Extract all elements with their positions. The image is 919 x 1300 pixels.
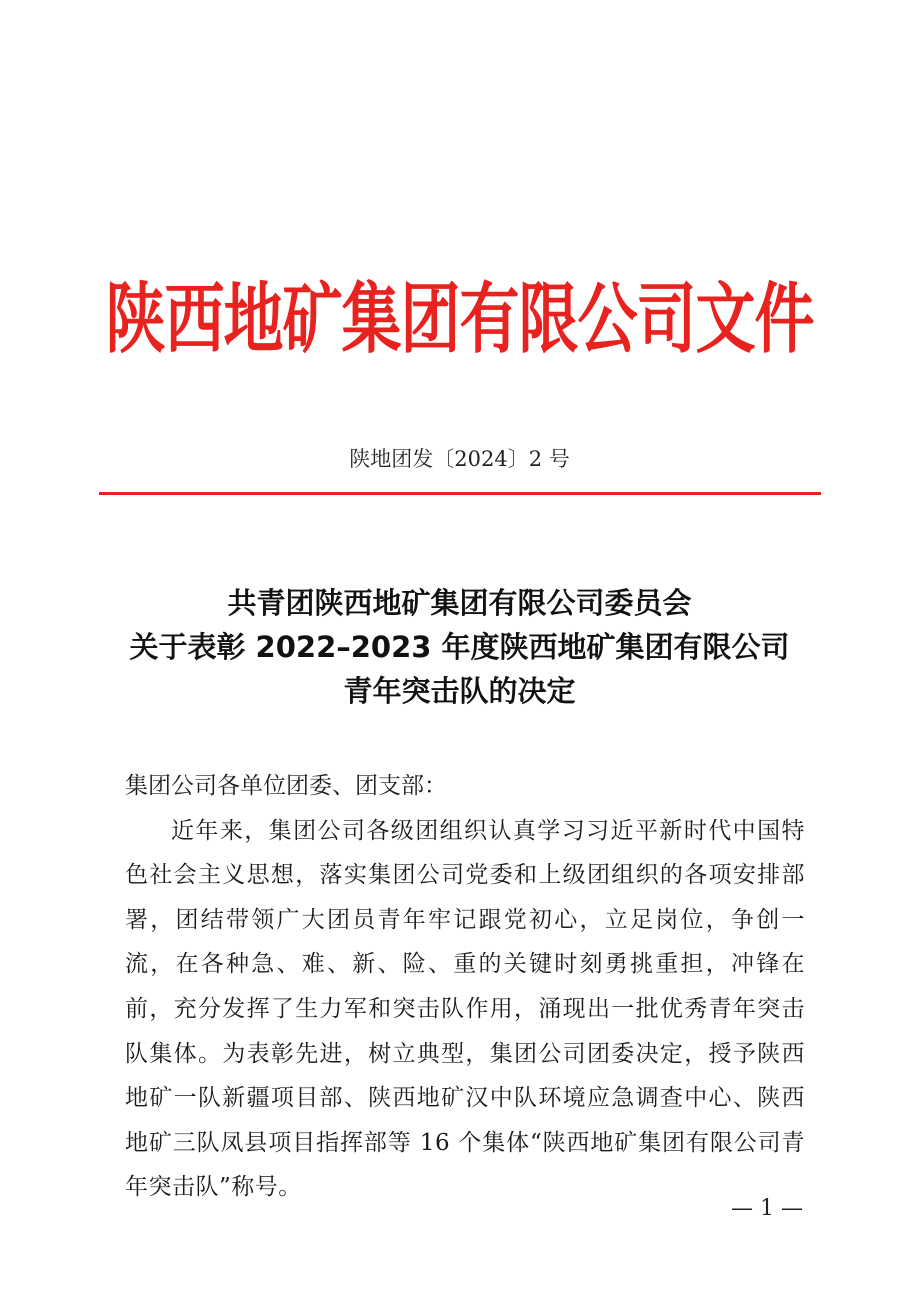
title-line-1: 共青团陕西地矿集团有限公司委员会: [227, 586, 692, 620]
body-paragraph: 近年来，集团公司各级团组织认真学习习近平新时代中国特色社会主义思想，落实集团公司党委和上级团组织的各项安排部署，团结带领广大团员青年牢记跟党初心，立足岗位，争创一流，在各种急、难、新、险、重的关键时刻勇挑重担，冲锋在前，充分发挥了生力军和突击队作用，涌现出一批优秀青年突击队集体。为表彰先进，树立典型，集团公司团委决定，授予陕西地矿一队新疆项目部、陕西地矿汉中队环境应急调查中心、陕西地矿三队凤县项目指挥部等 16 个集体“陕西地矿集团有限公司青年突击队”称号。: [125, 817, 805, 1201]
title-line-3: 青年突击队的决定: [343, 674, 576, 708]
document-title: [90, 581, 829, 713]
document-number: 陕地团发〔2024〕2 号: [349, 447, 570, 471]
red-divider-line: [99, 492, 821, 495]
salutation: 集团公司各单位团委、团支部：: [125, 773, 447, 799]
title-line-2: 关于表彰 2022–2023 年度陕西地矿集团有限公司: [129, 630, 790, 664]
issuer-title: 陕西地矿集团有限公司文件: [105, 275, 814, 365]
document-body: [125, 764, 805, 1210]
page-number: — 1 —: [731, 1196, 803, 1221]
